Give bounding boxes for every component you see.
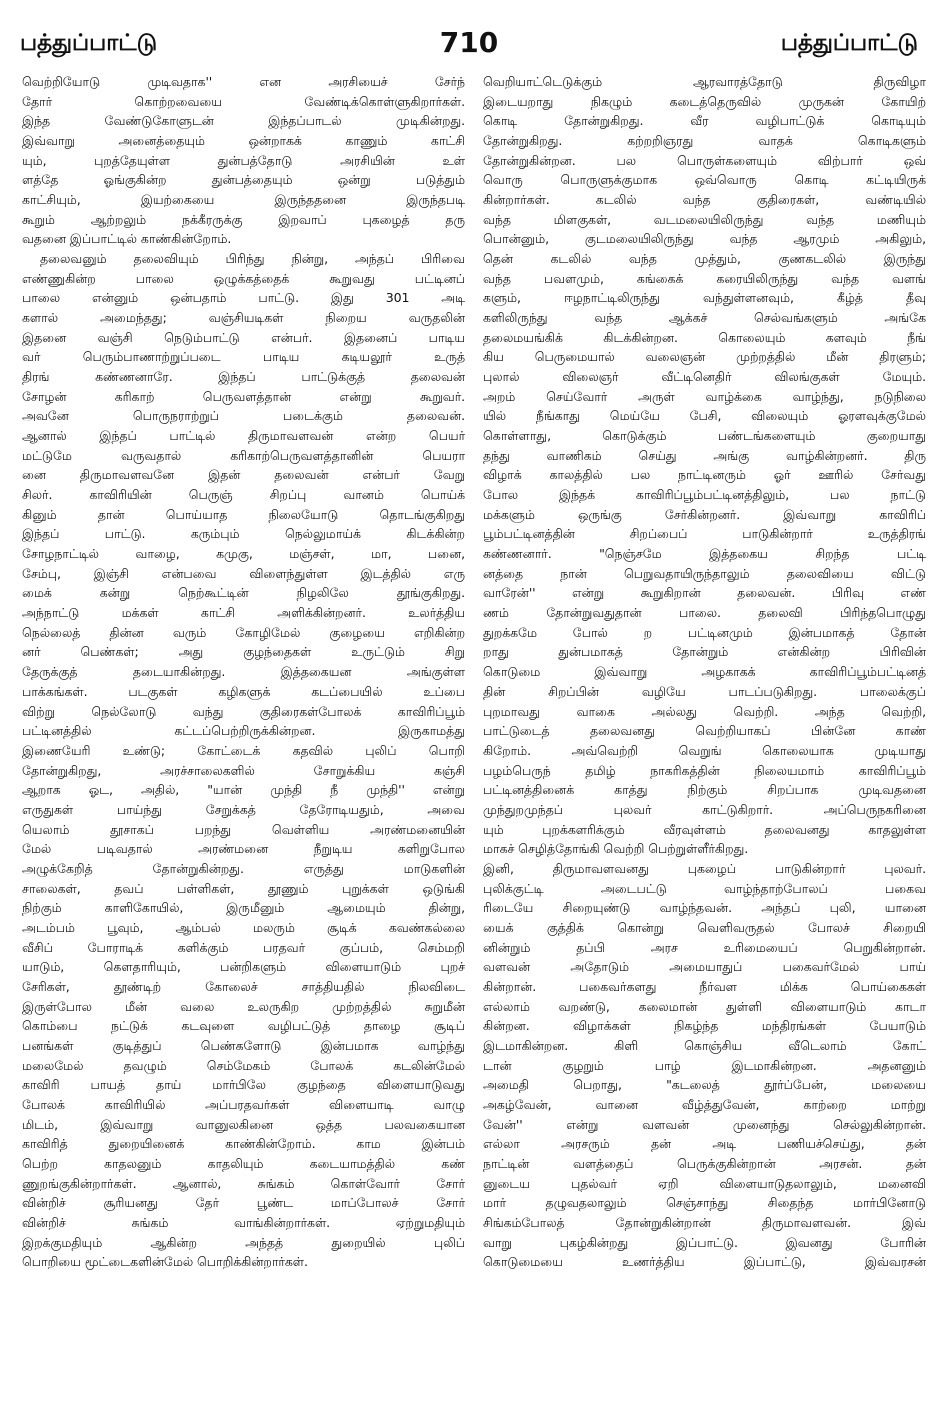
text-line: வந்த பவளமும், கங்கைக் கரையிலிருந்து வந்த வளங் <box>483 270 926 286</box>
text-line: பட்டினத்தினைக் காத்து நிற்கும் சிறப்பாக முடிவதனை <box>483 782 926 798</box>
text-line: வேன்'' என்று வளவன் முனைந்து செல்லுகின்றான். <box>483 1116 926 1132</box>
text-line: விழாக் காலத்தில் பல நாட்டினரும் ஓர் ஊரில் சேர்வது <box>483 467 926 483</box>
text-line: எல்லாம் வறண்டு, கலைமான் துள்ளி விளையாடும் காடா <box>483 998 926 1014</box>
text-line: வளவன் அதோடும் அமையாதுப் பகைவர்மேல் பாய் <box>483 959 926 975</box>
text-line: சிங்கம்போலத் தோன்றுகின்றான் திருமாவளவன். இவ் <box>483 1214 926 1230</box>
text-line: கொம்பை நட்டுக் கடவுளை வழிபட்டுத் தாழை சூடிப் <box>22 1018 465 1034</box>
text-line: பழம்பெருந் தமிழ் நாகரிகத்தின் நிலையமாம் காவிரிப்பூம் <box>483 762 926 778</box>
text-line: யாடும், கௌதாரியும், பன்றிகளும் விளையாடும் புறச் <box>22 959 465 975</box>
text-line: பாட்டுடைத் தலைவனது வெற்றியாகப் பின்னே காண் <box>483 723 926 739</box>
text-line: டான் குழறும் பாழ் இடமாகின்றன. அதனனும் <box>483 1057 926 1073</box>
text-line: னுடைய புதல்வர் ஏறி விளையாடுதலாலும், மனைவி <box>483 1175 926 1191</box>
text-line: அவனே பொருநராற்றுப் படைக்கும் தலைவன். <box>22 408 465 424</box>
text-line: சாலைகள், தவப் பள்ளிகள், தூணும் புறுக்கள் ஒடுங்கி <box>22 880 465 896</box>
text-line: பாக்கங்கள். படகுகள் கழிகளுக் கடப்பையில் உப்பை <box>22 683 465 699</box>
page-number: 710 <box>439 26 499 59</box>
text-line: அடம்பம் பூவும், ஆம்பல் மலரும் சூடிக் கவண்கல்லை <box>22 919 465 935</box>
text-line: அழுக்கேறித் தோன்றுகின்றது. எருத்து மாடுகளின் <box>22 860 465 876</box>
text-line: வின்றிச் சூரியனது தேர் பூண்ட மாப்போலச் சோர் <box>22 1195 465 1211</box>
text-line: காட்சியும், இயற்கையை இருந்ததனை இருந்தபடி <box>22 192 465 208</box>
text-line: தோன்றுகிறது, அரச்சாலைகளில் சோறுக்கிய கஞ்சி <box>22 762 465 778</box>
text-line: ரிடையே சிறையுண்டு வாழ்ந்தவன். அந்தப் புலி, யானை <box>483 900 926 916</box>
text-line: பொன்னும், குடமலையிலிருந்து வந்த ஆரமும் அகிலும், <box>483 231 926 247</box>
text-line: ஆறாக ஓட, அதில், "யான் முந்தி நீ முந்தி'' என்று <box>22 782 465 798</box>
text-line: தலைமயங்கிக் கிடக்கின்றன. கொலையும் களவும் நீங் <box>483 329 926 345</box>
text-line: பூம்பட்டினத்தின் சிறப்பைப் பாடுகின்றார் உருத்திரங் <box>483 526 926 542</box>
text-line: போலக் காவிரியில் அப்பரதவர்கள் விளையாடி வாழு <box>22 1096 465 1112</box>
text-line: புலிக்குட்டி அடைபட்டு வாழ்ந்தாற்போலப் பகைவ <box>483 880 926 896</box>
text-line: எருதுகள் பாய்ந்து சேறுக்கத் தேரோடியதும், அவை <box>22 801 465 817</box>
text-line: றாது துன்பமாகத் தோன்றும் என்கின்ற பிரிவின் <box>483 644 926 660</box>
text-line: மிடம், இவ்வாறு வானுலகினை ஒத்த பலவகையான <box>22 1116 465 1132</box>
text-line: கினும் தான் பொய்யாத நிலையோடு தொடங்குகிறது <box>22 506 465 522</box>
text-line: வின்றிச் சுங்கம் வாங்கின்றார்கள். ஏற்றுமதியும் <box>22 1214 465 1230</box>
text-line: அமைதி பெறாது, "கடலைத் தூர்ப்பேன், மலையை <box>483 1077 926 1093</box>
text-line: தோன்றுகிறது. கற்றறிஞரது வாதக் கொடிகளும் <box>483 133 926 149</box>
text-line: இவ்வாறு அனைத்தையும் ஒன்றாகக் காணும் காட்சி <box>22 133 465 149</box>
text-line: போல இந்தக் காவிரிப்பூம்பட்டினத்திலும், பல நாட்டு <box>483 487 926 503</box>
text-line: புலால் விலைஞர் வீட்டினெதிர் விலங்குகள் மேயும். <box>483 369 926 385</box>
text-line: கின்றார்கள். கடலில் வந்த குதிரைகள், வண்டியில் <box>483 192 926 208</box>
text-line: யும், புறத்தேயுள்ள துன்பத்தோடு அரசியின் உள் <box>22 152 465 168</box>
text-line: பொறியை மூட்டைகளின்மேல் பொறிக்கின்றார்கள். <box>22 1254 308 1270</box>
text-line: மேல் படிவதால் அரண்மனை நீறுடிய களிறுபோல <box>22 841 465 857</box>
left-column <box>22 72 465 1412</box>
text-line: கின்றான். பகைவர்களது நீர்வள மிக்க பொய்கைகள் <box>483 978 926 994</box>
text-line: கொடி தோன்றுகிறது. வீர வழிபாட்டுக் கொடியும் <box>483 113 926 129</box>
text-line: சிலர். காவிரியின் பெருஞ் சிறப்பு வானம் பொய்க் <box>22 487 465 503</box>
text-line: விற்று நெல்லோடு வந்து குதிரைகள்போலக் காவிரிப்பூம் <box>22 703 465 719</box>
text-line: களிலிருந்து வந்த ஆக்கச் செல்வங்களும் அங்கே <box>483 310 926 326</box>
right-column <box>483 72 926 1412</box>
text-line: ணம் தோன்றுவதுதான் பாலை. தலைவி பிரிந்தபொழுது <box>483 605 926 621</box>
text-line: சேம்பு, இஞ்சி என்பவை விளைந்துள்ள இடத்தில் எரு <box>22 565 465 581</box>
text-line: யைக் குத்திக் கொன்று வெளிவருதல் போலச் சிறையி <box>483 919 926 935</box>
text-line: னின்றும் தப்பி அரச உரிமையைப் பெறுகின்றான். <box>483 939 926 955</box>
text-line: தின் சிறப்பின் வழியே பாடப்படுகிறது. பாலைக்குப் <box>483 683 926 699</box>
text-line: இறக்குமதியும் ஆகின்ற அந்தத் துறையில் புலிப் <box>22 1234 465 1250</box>
text-line: நெல்லைத் தின்ன வரும் கோழிமேல் குழையை எறிகின்ற <box>22 624 465 640</box>
text-line: இந்தப் பாட்டு. கரும்பும் நெல்லுமாய்க் கிடக்கின்ற <box>22 526 465 542</box>
text-line: யில் நீங்காது மெய்யே பேசி, விலையும் ஓரளவுக்குமேல் <box>483 408 926 424</box>
text-line: னத்தை நான் பெறுவதாயிருந்தாலும் தலைவியை விட்டு <box>483 565 926 581</box>
text-line: காவிரி பாயத் தாய் மார்பிலே குழந்தை விளையாடுவது <box>22 1077 465 1093</box>
text-line: நாட்டின் வளத்தைப் பெருக்குகின்றான் அரசன். தன் <box>483 1155 926 1171</box>
text-line: களும், ஈழநாட்டிலிருந்து வந்துள்ளனவும், கீழ்த் தீவு <box>483 290 926 306</box>
text-line: நிற்கும் காளிகோயில், இருமீனும் ஆமையும் தின்று, <box>22 900 465 916</box>
text-line: எல்லா அரசரும் தன் அடி பணியச்செய்து, தன் <box>483 1136 926 1152</box>
text-line: இணையேரி உண்டு; கோட்டைக் கதவில் புலிப் பொறி <box>22 742 465 758</box>
text-line: காவிரித் துறையினைக் காண்கின்றோம். காம இன்பம் <box>22 1136 465 1152</box>
running-title-left: பத்துப்பாட்டு <box>20 30 158 56</box>
text-line: ஆனால் இந்தப் பாட்டில் திருமாவளவன் என்ற பெயர் <box>22 428 465 444</box>
text-line: வெற்றியோடு முடிவதாக'' என அரசியைச் சேர்ந் <box>22 74 465 89</box>
text-line: ளத்தே ஓங்குகின்ற துன்பத்தையும் ஒன்று படுத்தும் <box>22 172 465 188</box>
text-line: கிறோம். அவ்வெற்றி வெறுங் கொலையாக முடியாது <box>483 742 926 758</box>
text-line: கண்ணனார். "நெஞ்சமே இத்தகைய சிறந்த பட்டி <box>483 546 926 562</box>
text-line: கிய பெருமையால் வலைஞன் முற்றத்தில் மீன் திரளும்; <box>483 349 926 365</box>
text-line: மட்டுமே வருவதால் கரிகாற்பெருவளத்தானின் பெயரா <box>22 447 465 463</box>
text-line: அகழ்வேன், வானை வீழ்த்துவேன், காற்றை மாற்று <box>483 1096 926 1112</box>
text-line: மலைமேல் தவழும் செம்மேகம் போலக் கடலின்மேல் <box>22 1057 465 1073</box>
text-line: இடையறாது நிகழும் கடைத்தெருவில் முருகன் கோயிற் <box>483 93 926 109</box>
text-line: கொள்ளாது, கொடுக்கும் பண்டங்களையும் குறையாது <box>483 428 926 444</box>
text-line: னர் பெண்கள்; அது குழந்தைகள் உருட்டும் சிறு <box>22 644 465 660</box>
text-line: களால் அமைந்தது; வஞ்சியடிகள் நிறைய வருதலின் <box>22 310 465 326</box>
text-line: பெற்ற காதலனும் காதலியும் கடையாமத்தில் கண் <box>22 1155 465 1171</box>
page-header <box>20 28 918 62</box>
text-line: வாறு புகழ்கின்றது இப்பாட்டு. இவனது போரின் <box>483 1234 926 1250</box>
text-line: கொடுமை இவ்வாறு அழகாகக் காவிரிப்பூம்பட்டினத் <box>483 664 926 680</box>
running-title-right: பத்துப்பாட்டு <box>780 30 918 56</box>
text-line: புறமாவது வாகை அல்லது வெற்றி. அந்த வெற்றி, <box>483 703 926 719</box>
text-line: அந்நாட்டு மக்கள் காட்சி அளிக்கின்றனர். உலர்த்திய <box>22 605 465 621</box>
text-line: இதனை வஞ்சி நெடும்பாட்டு என்பர். இதனைப் பாடிய <box>22 329 465 345</box>
text-line: வர் பெரும்பாணாற்றுப்படை பாடிய கடியலூர் உருத் <box>22 349 465 365</box>
text-line: யும் புறக்களரிக்கும் வீரவுள்ளம் தலைவனது காதலுள்ள <box>483 821 926 837</box>
text-line: வதனை இப்பாட்டில் காண்கின்றோம். <box>22 231 232 247</box>
text-line: எண்ணுகின்ற பாலை ஒழுக்கத்தைக் கூறுவது பட்டினப் <box>22 270 465 286</box>
text-line: தேருக்குத் தடையாகின்றது. இத்தகையன அங்குள்ள <box>22 664 465 680</box>
text-line: சேரிகள், தூண்டிற் கோலைச் சாத்தியதில் நிலவிடை <box>22 978 465 994</box>
text-line: இனி, திருமாவளவனது புகழைப் பாடுகின்றார் புலவர். <box>483 860 926 876</box>
text-line: கூறும் ஆற்றலும் நக்கீரருக்கு இறவாப் புகழைத் தரு <box>22 211 465 227</box>
text-line: சோழநாட்டில் வாழை, கமுகு, மஞ்சள், மா, பனை, <box>22 546 465 562</box>
text-line: வாரேன்'' என்று கூறுகிறான் தலைவன். பிரிவு எண் <box>483 585 926 601</box>
text-line: வொரு பொருளுக்குமாக ஒவ்வொரு கொடி கட்டியிருக் <box>483 172 926 188</box>
text-line: பனங்கள் குடித்துப் பெண்களோடு இன்பமாக வாழ்ந்து <box>22 1037 465 1053</box>
text-line: மைக் கன்று நெற்கூட்டின் நிழலிலே தூங்குகிறது. <box>22 585 465 601</box>
text-line: தலைவனும் தலைவியும் பிரிந்து நின்று, அந்தப் பிரிவை <box>40 251 465 267</box>
text-line: பட்டினத்தில் கட்டப்பெற்றிருக்கின்றன. இருகாமத்து <box>22 723 465 739</box>
text-line: தோன்றுகின்றன. பல பொருள்களையும் விற்பார் ஒவ் <box>483 152 926 168</box>
text-line: னை திருமாவளவனே இதன் தலைவன் என்பர் வேறு <box>22 467 465 483</box>
text-line: துறக்கமே போல் ற பட்டினமும் இன்பமாகத் தோன் <box>483 624 926 640</box>
text-line: கொடுமையை உணர்த்திய இப்பாட்டு, இவ்வரசன் <box>483 1254 926 1270</box>
text-line: திரங் கண்ணனாரே. இந்தப் பாட்டுக்குத் தலைவன் <box>22 369 465 385</box>
text-line: இருள்போல மீன் வலை உலருகிற முற்றத்தில் சுறுமீன் <box>22 998 465 1014</box>
text-line: மாகச் செழித்தோங்கி வெற்றி பெற்றுள்ளீர்கிறது. <box>483 841 749 857</box>
text-line: இந்த வேண்டுகோளுடன் இந்தப்பாடல் முடிகின்றது. <box>22 113 465 129</box>
text-line: யெலாம் தூசாகப் பறந்து வெள்ளிய அரண்மனையின் <box>22 821 465 837</box>
text-line: ணுறங்குகின்றார்கள். ஆனால், சுங்கம் கொள்வோர் சோர் <box>22 1175 465 1191</box>
text-line: தென் கடலில் வந்த முத்தும், குணகடலில் இருந்து <box>483 251 926 267</box>
text-line: கின்றன. விழாக்கள் நிகழ்ந்த மந்திரங்கள் பேயாடும் <box>483 1018 926 1034</box>
text-line: அறம் செய்வோர் அருள் வாழ்க்கை வாழ்ந்து, நடுநிலை <box>483 388 926 404</box>
text-line: சோழன் கரிகாற் பெருவளத்தான் என்று கூறுவர். <box>22 388 465 404</box>
text-line: வந்த மிளகுகள், வடமலையிலிருந்து வந்த மணியும் <box>483 211 926 227</box>
text-line: மார் தழுவதலாலும் செஞ்சாந்து சிதைந்த மார்பினோடு <box>483 1195 926 1211</box>
text-line: வெறியாட்டெடுக்கும் ஆரவாரத்தோடு திருவிழா <box>483 74 926 89</box>
text-line: தந்து வாணிகம் செய்து அங்கு வாழ்கின்றனர். திரு <box>483 447 926 463</box>
text-line: பாலை என்னும் ஒன்பதாம் பாட்டு. இது 301 அடி <box>22 290 465 306</box>
text-line: வீசிப் போராடிக் களிக்கும் பரதவர் குப்பம், செம்மறி <box>22 939 465 955</box>
text-line: முந்துறமுந்தப் புலவர் காட்டுகிறார். அப்பெருநகரினை <box>483 801 926 817</box>
text-line: மக்களும் ஒருங்கு சேர்கின்றனர். இவ்வாறு காவிரிப் <box>483 506 926 522</box>
text-line: தோர் கொற்றவையை வேண்டிக்கொள்ளுகிறார்கள். <box>22 93 465 109</box>
text-line: இடமாகின்றன. கிளி கொஞ்சிய வீடெலாம் கோட் <box>483 1037 926 1053</box>
